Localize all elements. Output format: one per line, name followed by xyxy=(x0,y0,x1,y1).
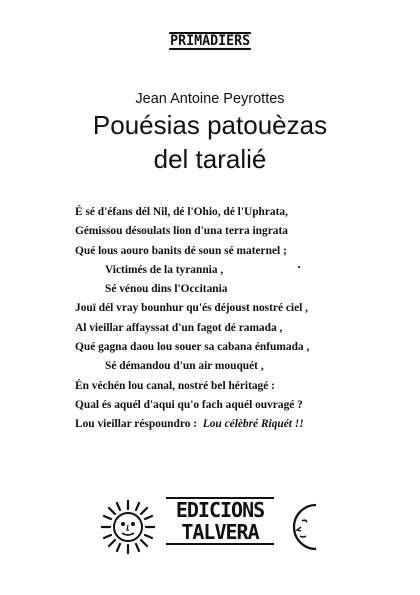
book-title-line-1: Pouésias patouèzas xyxy=(92,110,328,140)
crescent-moon-face-icon xyxy=(280,499,330,555)
poem-line: Victimés de la tyrannia , xyxy=(105,263,224,276)
poem-line: Sé vénou dins l'Occitania xyxy=(105,283,228,296)
poem-line: Qual és aquél d'aqui qu'o fach aquél ouvragé ? xyxy=(75,398,303,411)
poem-line: Gémissou désoulats lion d'una terra ingrata xyxy=(75,225,288,238)
poem-line: Qué gagna daou lou souer sa cabana énfumada , xyxy=(75,341,310,354)
poem-excerpt xyxy=(75,203,375,435)
print-speck xyxy=(298,266,300,268)
poem-last-line xyxy=(75,415,375,434)
publisher-name-line-1: EDICIONS xyxy=(166,497,274,521)
poem-line: Jouï dél vray bounhur qu'és déjoust nostré ciel , xyxy=(75,302,309,315)
author-name: Jean Antoine Peyrottes xyxy=(135,91,285,107)
poem-last-line-italic: Lou célèbré Riquét !! xyxy=(202,418,304,431)
poem-line: Qué lous aouro banits dé soun sé maternel ; xyxy=(75,244,287,257)
poem-line: Al vieillar affayssat d'un fagot dé ramada , xyxy=(75,321,283,334)
publisher-logo xyxy=(100,497,330,557)
publisher-name-line-2: TALVERA xyxy=(166,521,274,545)
poem-line: É sé d'éfans dél Nil, dé l'Ohio, dé l'Uphrata, xyxy=(75,206,288,218)
book-title-line-2: del taralié xyxy=(153,144,267,174)
series-logo xyxy=(0,32,420,50)
poem-line: Sé démandou d'un air mouquét , xyxy=(105,360,264,373)
sun-face-icon xyxy=(100,499,156,555)
series-name: PRIMADIERS xyxy=(169,33,251,49)
poem-line: Én véchén lou canal, nostré bel héritagé : xyxy=(75,379,275,392)
poem-last-line-text: Lou vieillar réspoundro : xyxy=(75,418,198,431)
publisher-name xyxy=(166,497,274,545)
